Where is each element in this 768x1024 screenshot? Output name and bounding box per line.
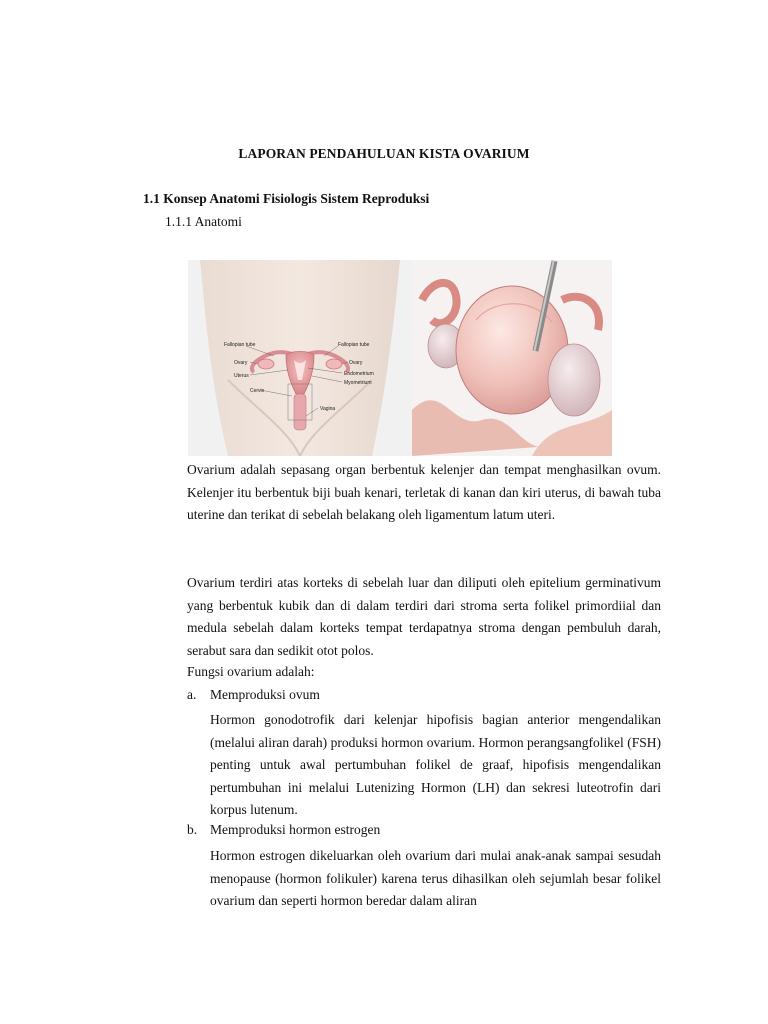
label-endometrium: Endometrium	[344, 371, 374, 377]
label-fallopian-right: Fallopian tube	[338, 342, 370, 348]
subsection-heading: 1.1.1 Anatomi	[165, 214, 242, 229]
label-ovary-left: Ovary	[234, 360, 248, 366]
list-item-b-body: Hormon estrogen dikeluarkan oleh ovarium dari mulai anak-anak sampai sesudah menopause (hormon folikuler) karena terus dihasilkan oleh sejumlah besar folikel ovarium dan seperti hormon beredar dalam aliran	[210, 848, 661, 909]
paragraph-ovarium-definition: Ovarium adalah sepasang organ berbentuk kelenjer dan tempat menghasilkan ovum. Kelenjer itu berbentuk biji buah kenari, terletak di kanan dan kiri uterus, di bawah tuba uterine dan terikat di sebelah belakang oleh ligamentum latum uteri.	[187, 462, 661, 523]
list-item-a-title: Memproduksi ovum	[210, 687, 320, 702]
label-vagina: Vagina	[320, 406, 336, 412]
reproductive-diagram	[188, 260, 412, 456]
list-marker-b: b.	[187, 822, 198, 837]
paragraph-ovarium-structure: Ovarium terdiri atas korteks di sebelah luar dan diliputi oleh epitelium germinativum yang berbentuk kubik dan di dalam terdiri dari stroma serta folikel primordiial dan medula sebelah dalam korteks tempat terdapatnya stroma dengan pembuluh darah, serabut sara dan sedikit otot polos.	[187, 575, 661, 658]
ovarian-cyst-illustration	[412, 260, 612, 456]
function-intro: Fungsi ovarium adalah:	[187, 664, 315, 679]
list-marker-a: a.	[187, 687, 197, 702]
list-item-b-title: Memproduksi hormon estrogen	[210, 822, 381, 837]
list-item-a-body: Hormon gonodotrofik dari kelenjar hipofisis bagian anterior mengendalikan (melalui aliran darah) produksi hormon ovarium. Hormon perangsangfolikel (FSH) penting untuk awal pertumbuhan folikel de graaf, hipofisis mengendalikan pertumbuhan ini melalui Lutenizing Hormon (LH) dan sekresi luteotrofin dari korpus lutenum.	[210, 712, 661, 818]
label-cervix: Cervix	[250, 388, 265, 394]
label-uterus: Uterus	[234, 373, 249, 379]
label-fallopian-left: Fallopian tube	[224, 342, 256, 348]
label-myometrium: Myometrium	[344, 380, 372, 386]
document-title: LAPORAN PENDAHULUAN KISTA OVARIUM	[238, 146, 530, 161]
label-ovary-right: Ovary	[349, 360, 363, 366]
anatomy-figure	[188, 260, 612, 456]
section-heading: 1.1 Konsep Anatomi Fisiologis Sistem Reproduksi	[143, 191, 430, 206]
